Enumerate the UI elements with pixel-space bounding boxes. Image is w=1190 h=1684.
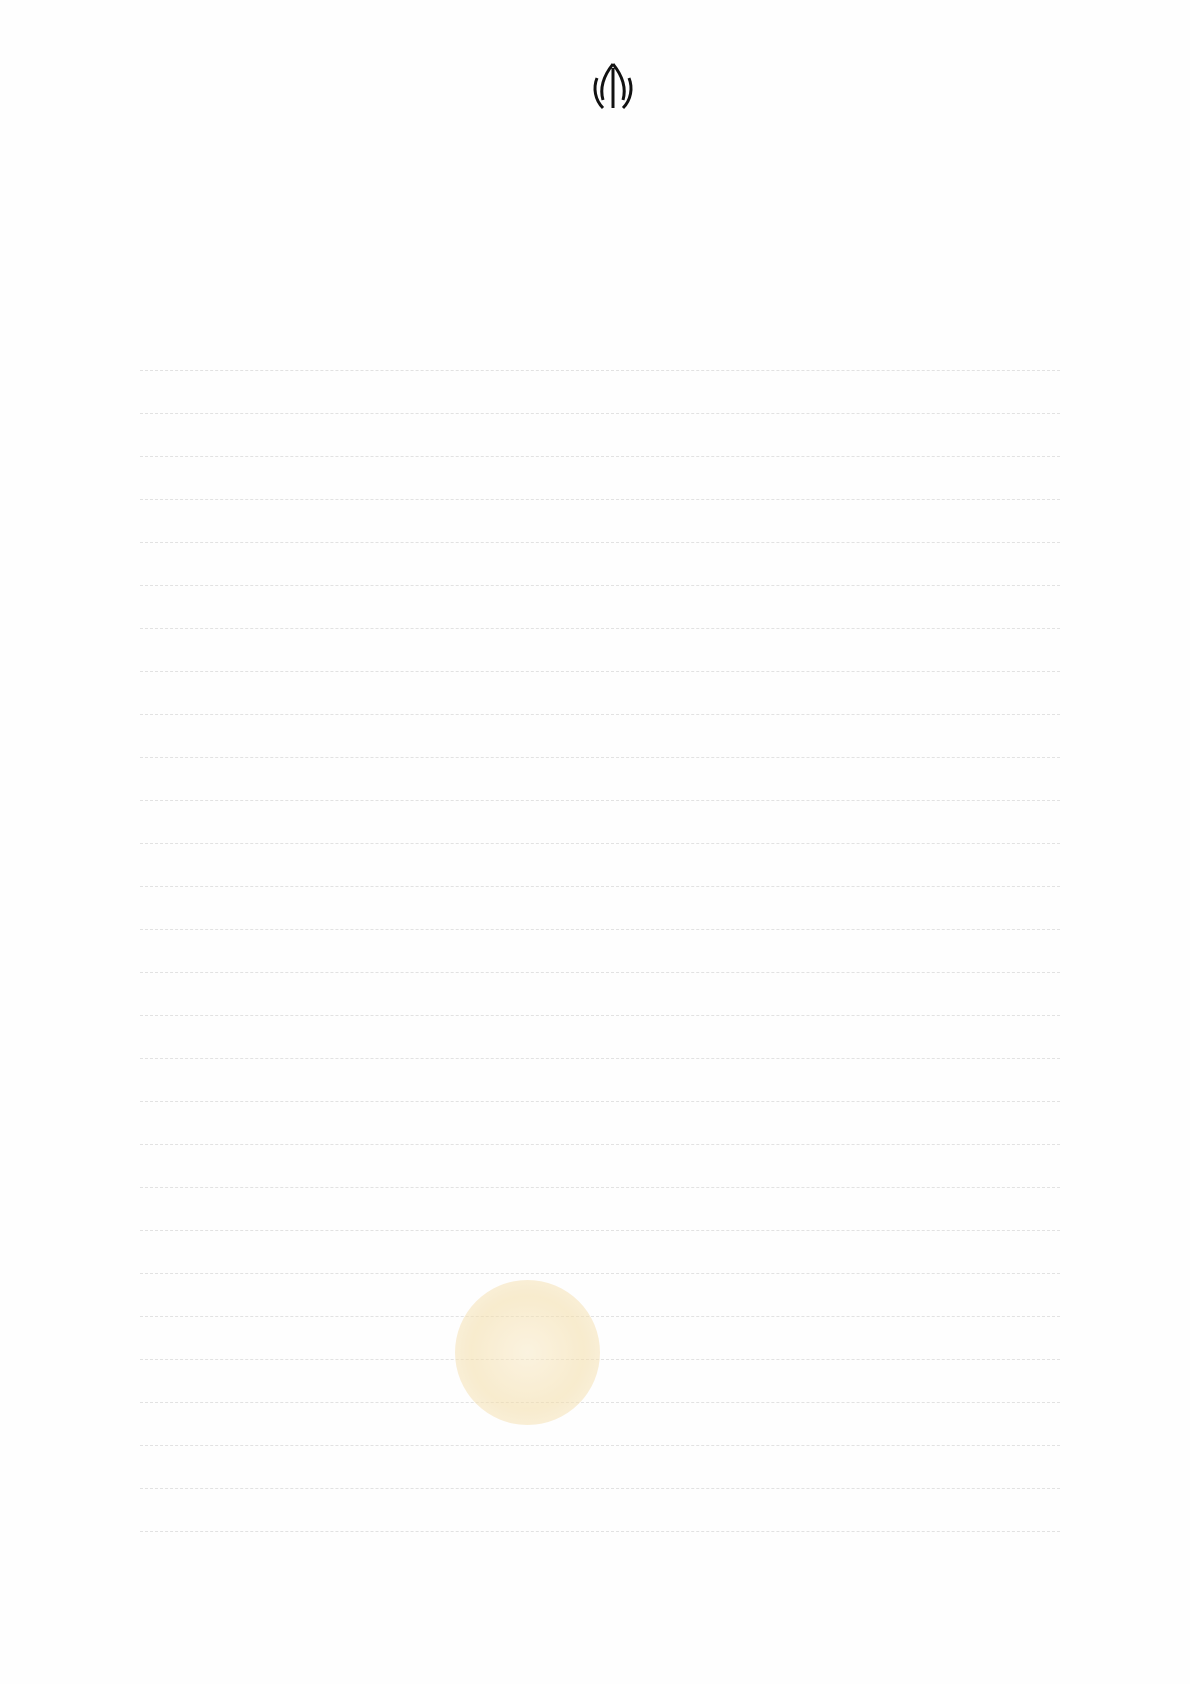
body-line [140, 1071, 1060, 1102]
letterhead [470, 122, 790, 138]
body-line [140, 1415, 1060, 1446]
body-line [140, 684, 1060, 715]
body-line [140, 1243, 1060, 1274]
body-line [140, 856, 1060, 887]
body-line [140, 727, 1060, 758]
body-line [140, 1458, 1060, 1489]
body-line [140, 598, 1060, 629]
body-line [140, 426, 1060, 457]
body-line [140, 1372, 1060, 1403]
body-line [140, 383, 1060, 414]
body-line [140, 512, 1060, 543]
body-line [140, 469, 1060, 500]
body-line [140, 942, 1060, 973]
document-body [140, 340, 1060, 1544]
body-line [140, 340, 1060, 371]
body-line [140, 555, 1060, 586]
body-line [140, 641, 1060, 672]
body-line [140, 899, 1060, 930]
body-line [140, 1200, 1060, 1231]
national-emblem-icon [583, 58, 643, 118]
body-line [140, 1114, 1060, 1145]
body-line [140, 1028, 1060, 1059]
body-line [140, 813, 1060, 844]
body-line [140, 985, 1060, 1016]
body-line [140, 1329, 1060, 1360]
body-line [140, 1286, 1060, 1317]
body-line [140, 1501, 1060, 1532]
seal-stamp [455, 1280, 600, 1425]
body-line [140, 1157, 1060, 1188]
body-line [140, 770, 1060, 801]
